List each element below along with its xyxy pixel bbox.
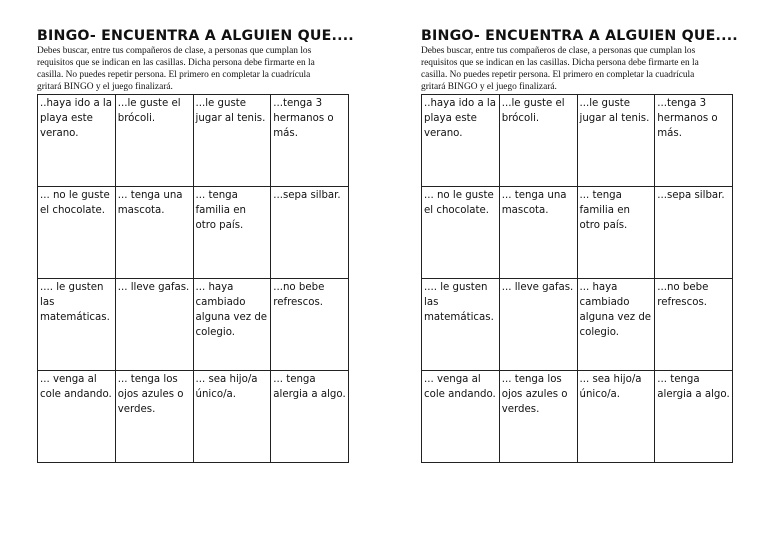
bingo-cell: ... tenga familia en otro país. <box>193 187 271 279</box>
bingo-cell: ... tenga familia en otro país. <box>577 187 655 279</box>
bingo-cell: ..haya ido a la playa este verano. <box>422 95 500 187</box>
grid-row <box>422 279 733 371</box>
bingo-grid <box>37 94 349 463</box>
sheet-title: BINGO- ENCUENTRA A ALGUIEN QUE.... <box>421 28 738 44</box>
bingo-cell: ... tenga una mascota. <box>499 187 577 279</box>
bingo-cell: ... tenga alergia a algo. <box>655 371 733 463</box>
bingo-cell: ... sea hijo/a único/a. <box>193 371 271 463</box>
bingo-cell: ... lleve gafas. <box>115 279 193 371</box>
bingo-cell: ... venga al cole andando. <box>38 371 116 463</box>
grid-row <box>38 187 349 279</box>
bingo-cell: ... sea hijo/a único/a. <box>577 371 655 463</box>
bingo-sheet-right <box>421 28 738 415</box>
bingo-cell: ...le guste jugar al tenis. <box>577 95 655 187</box>
bingo-cell: ...no bebe refrescos. <box>655 279 733 371</box>
bingo-cell: ...sepa silbar. <box>655 187 733 279</box>
bingo-cell: ... venga al cole andando. <box>422 371 500 463</box>
bingo-cell: .... le gusten las matemáticas. <box>422 279 500 371</box>
bingo-cell: ...le guste jugar al tenis. <box>193 95 271 187</box>
bingo-cell: ... tenga los ojos azules o verdes. <box>499 371 577 463</box>
bingo-cell: ... lleve gafas. <box>499 279 577 371</box>
bingo-cell: ...tenga 3 hermanos o más. <box>655 95 733 187</box>
bingo-sheet-left <box>37 28 354 415</box>
bingo-cell: ... tenga los ojos azules o verdes. <box>115 371 193 463</box>
bingo-cell: ... tenga una mascota. <box>115 187 193 279</box>
sheet-instructions: Debes buscar, entre tus compañeros de clase, a personas que cumplan los requisitos que se indican en las casillas. Dicha persona debe firmarte en la casilla. No puedes repetir persona. El primero en completar la cuadrícula gritará BINGO y el juego finalizará. <box>421 46 699 92</box>
grid-row <box>422 187 733 279</box>
bingo-cell: ... haya cambiado alguna vez de colegio. <box>193 279 271 371</box>
bingo-cell: ... no le guste el chocolate. <box>38 187 116 279</box>
bingo-cell: ...le guste el brócoli. <box>115 95 193 187</box>
bingo-cell: ...tenga 3 hermanos o más. <box>271 95 349 187</box>
sheet-instructions: Debes buscar, entre tus compañeros de clase, a personas que cumplan los requisitos que se indican en las casillas. Dicha persona debe firmarte en la casilla. No puedes repetir persona. El primero en completar la cuadrícula gritará BINGO y el juego finalizará. <box>37 46 315 92</box>
sheet-title: BINGO- ENCUENTRA A ALGUIEN QUE.... <box>37 28 354 44</box>
bingo-grid <box>421 94 733 463</box>
grid-row <box>38 279 349 371</box>
bingo-cell: ...sepa silbar. <box>271 187 349 279</box>
grid-row <box>38 371 349 463</box>
bingo-cell: ... tenga alergia a algo. <box>271 371 349 463</box>
grid-row <box>422 371 733 463</box>
bingo-cell: ..haya ido a la playa este verano. <box>38 95 116 187</box>
grid-row <box>422 95 733 187</box>
bingo-cell: ... no le guste el chocolate. <box>422 187 500 279</box>
bingo-cell: ...no bebe refrescos. <box>271 279 349 371</box>
bingo-cell: .... le gusten las matemáticas. <box>38 279 116 371</box>
grid-row <box>38 95 349 187</box>
bingo-cell: ... haya cambiado alguna vez de colegio. <box>577 279 655 371</box>
bingo-cell: ...le guste el brócoli. <box>499 95 577 187</box>
